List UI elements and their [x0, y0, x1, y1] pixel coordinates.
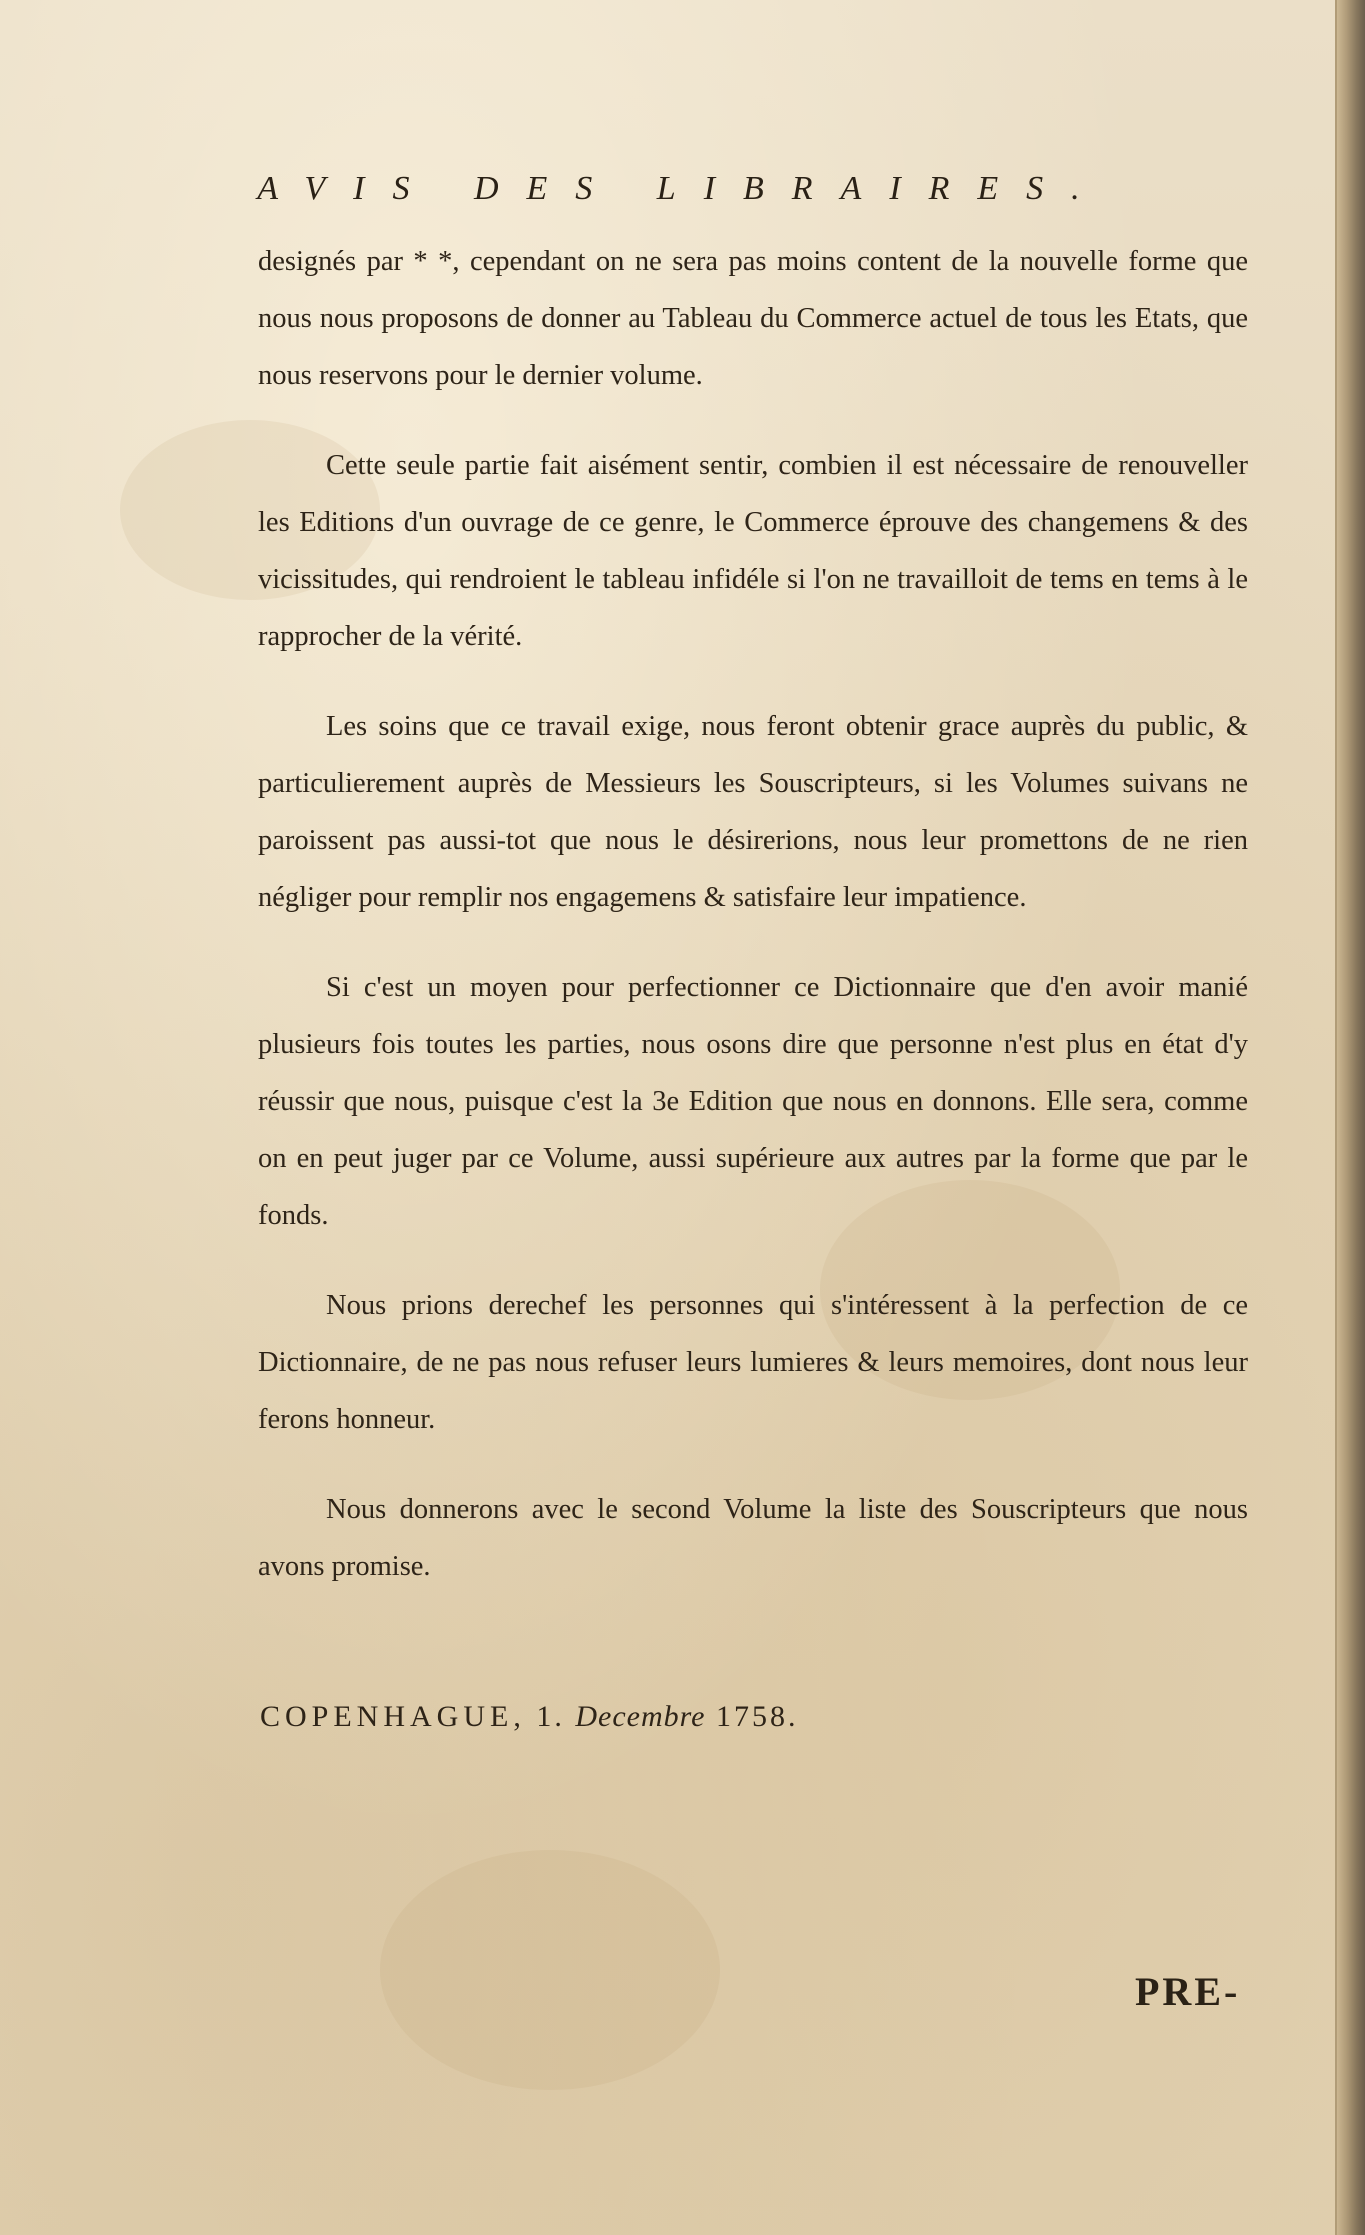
dateline-year: 1758. — [716, 1700, 799, 1733]
paragraph-6: Nous donnerons avec le second Volume la liste des Souscripteurs que nous avons promise. — [258, 1494, 1248, 1582]
body-text — [258, 233, 1248, 1628]
paragraph-5: Nous prions derechef les personnes qui s'intéressent à la perfection de ce Dictionnaire, de ne pas nous refuser leurs lumieres & leurs memoires, dont nous leur ferons honneur. — [258, 1290, 1248, 1435]
paragraph-3: Les soins que ce travail exige, nous feront obtenir grace auprès du public, & particulierement auprès de Messieurs les Souscripteurs, si les Volumes suivans ne paroissent pas aussi-tot que nous le désirerions, nous leur promettons de ne rien négliger pour remplir nos engagemens & satisfaire leur impatience. — [258, 711, 1248, 913]
paragraph-2: Cette seule partie fait aisément sentir, combien il est nécessaire de renouveller les Editions d'un ouvrage de ce genre, le Commerce éprouve des changemens & des vicissitudes, qui rendroient le tableau infidéle si l'on ne travailloit de tems en tems à le rapprocher de la vérité. — [258, 450, 1248, 652]
page-edge — [1337, 0, 1365, 2235]
catchword: PRE- — [1135, 1969, 1241, 2014]
paragraph-1: designés par * *, cependant on ne sera pas moins content de la nouvelle forme que nous nous proposons de donner au Tableau du Commerce actuel de tous les Etats, que nous reservons pour le dernier volume. — [258, 246, 1248, 391]
paper-stain — [380, 1850, 720, 2090]
dateline-day: 1. — [536, 1700, 565, 1733]
running-header: AVIS DES LIBRAIRES. — [257, 170, 1108, 207]
dateline-city: COPENHAGUE, — [260, 1700, 526, 1733]
dateline-month: Decembre — [575, 1700, 706, 1733]
paragraph-4: Si c'est un moyen pour perfectionner ce Dictionnaire que d'en avoir manié plusieurs fois toutes les parties, nous osons dire que personne n'est plus en état d'y réussir que nous, puisque c'est la 3e Edition que nous en donnons. Elle sera, comme on en peut juger par ce Volume, aussi supérieure aux autres par la forme que par le fonds. — [258, 972, 1248, 1231]
dateline — [260, 1700, 799, 1734]
